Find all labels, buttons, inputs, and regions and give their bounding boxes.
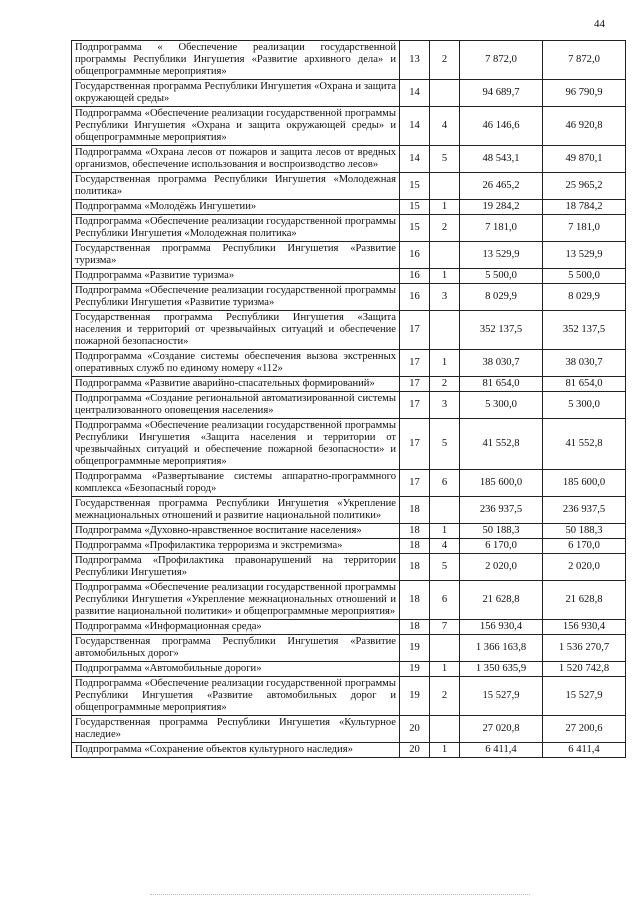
subprogram-code-cell: 3 xyxy=(430,284,460,311)
amount-year2-cell: 41 552,8 xyxy=(543,419,626,470)
amount-year1-cell: 1 350 635,9 xyxy=(460,662,543,677)
table-row xyxy=(72,581,626,620)
amount-year1-cell: 81 654,0 xyxy=(460,377,543,392)
table-row xyxy=(72,350,626,377)
subprogram-code-cell: 4 xyxy=(430,539,460,554)
amount-year2-cell: 185 600,0 xyxy=(543,470,626,497)
program-code-cell: 18 xyxy=(400,581,430,620)
table-row xyxy=(72,146,626,173)
amount-year2-cell: 8 029,9 xyxy=(543,284,626,311)
table-row xyxy=(72,662,626,677)
subprogram-code-cell: 1 xyxy=(430,524,460,539)
subprogram-code-cell: 1 xyxy=(430,350,460,377)
amount-year2-cell: 352 137,5 xyxy=(543,311,626,350)
program-name-cell: Государственная программа Республики Ингушетия «Молодежная политика» xyxy=(72,173,400,200)
subprogram-code-cell: 5 xyxy=(430,554,460,581)
subprogram-code-cell: 5 xyxy=(430,419,460,470)
program-code-cell: 19 xyxy=(400,635,430,662)
amount-year1-cell: 27 020,8 xyxy=(460,716,543,743)
program-code-cell: 18 xyxy=(400,554,430,581)
amount-year1-cell: 352 137,5 xyxy=(460,311,543,350)
amount-year1-cell: 156 930,4 xyxy=(460,620,543,635)
amount-year2-cell: 46 920,8 xyxy=(543,107,626,146)
subprogram-code-cell: 2 xyxy=(430,677,460,716)
amount-year2-cell: 6 411,4 xyxy=(543,743,626,758)
amount-year1-cell: 236 937,5 xyxy=(460,497,543,524)
program-name-cell: Государственная программа Республики Ингушетия «Развитие автомобильных дорог» xyxy=(72,635,400,662)
amount-year2-cell: 7 872,0 xyxy=(543,41,626,80)
amount-year2-cell: 5 300,0 xyxy=(543,392,626,419)
subprogram-code-cell xyxy=(430,242,460,269)
program-code-cell: 16 xyxy=(400,269,430,284)
amount-year2-cell: 38 030,7 xyxy=(543,350,626,377)
amount-year2-cell: 13 529,9 xyxy=(543,242,626,269)
amount-year1-cell: 41 552,8 xyxy=(460,419,543,470)
program-name-cell: Подпрограмма «Обеспечение реализации государственной программы Республики Ингушетия «Развитие автомобильных дорог и общепрограммные мероприятия» xyxy=(72,677,400,716)
program-name-cell: Государственная программа Республики Ингушетия «Развитие туризма» xyxy=(72,242,400,269)
table-row xyxy=(72,200,626,215)
amount-year2-cell: 1 536 270,7 xyxy=(543,635,626,662)
program-code-cell: 14 xyxy=(400,107,430,146)
amount-year2-cell: 96 790,9 xyxy=(543,80,626,107)
program-name-cell: Подпрограмма «Создание системы обеспечения вызова экстренных оперативных служб по единому номеру «112» xyxy=(72,350,400,377)
subprogram-code-cell: 6 xyxy=(430,470,460,497)
table-row xyxy=(72,377,626,392)
amount-year1-cell: 2 020,0 xyxy=(460,554,543,581)
program-code-cell: 16 xyxy=(400,284,430,311)
amount-year1-cell: 7 181,0 xyxy=(460,215,543,242)
program-name-cell: Подпрограмма «Охрана лесов от пожаров и защита лесов от вредных организмов, обеспечение использования и воспроизводство лесов» xyxy=(72,146,400,173)
program-code-cell: 18 xyxy=(400,620,430,635)
subprogram-code-cell: 5 xyxy=(430,146,460,173)
program-code-cell: 20 xyxy=(400,743,430,758)
program-name-cell: Подпрограмма «Профилактика терроризма и экстремизма» xyxy=(72,539,400,554)
table-row xyxy=(72,524,626,539)
amount-year2-cell: 236 937,5 xyxy=(543,497,626,524)
table-row xyxy=(72,620,626,635)
amount-year1-cell: 6 411,4 xyxy=(460,743,543,758)
program-name-cell: Подпрограмма «Обеспечение реализации государственной программы Республики Ингушетия «Молодежная политика» xyxy=(72,215,400,242)
amount-year1-cell: 50 188,3 xyxy=(460,524,543,539)
program-name-cell: Подпрограмма «Молодёжь Ингушетии» xyxy=(72,200,400,215)
table-row xyxy=(72,80,626,107)
amount-year2-cell: 15 527,9 xyxy=(543,677,626,716)
table-row xyxy=(72,677,626,716)
table-row xyxy=(72,419,626,470)
table-row xyxy=(72,635,626,662)
subprogram-code-cell xyxy=(430,635,460,662)
table-row xyxy=(72,41,626,80)
program-code-cell: 13 xyxy=(400,41,430,80)
subprogram-code-cell xyxy=(430,173,460,200)
subprogram-code-cell xyxy=(430,497,460,524)
table-row xyxy=(72,497,626,524)
subprogram-code-cell xyxy=(430,716,460,743)
program-name-cell: Подпрограмма «Сохранение объектов культурного наследия» xyxy=(72,743,400,758)
program-name-cell: Подпрограмма «Развертывание системы аппаратно-программного комплекса «Безопасный город» xyxy=(72,470,400,497)
program-name-cell: Подпрограмма «Автомобильные дороги» xyxy=(72,662,400,677)
table-row xyxy=(72,284,626,311)
amount-year1-cell: 21 628,8 xyxy=(460,581,543,620)
program-code-cell: 18 xyxy=(400,524,430,539)
amount-year1-cell: 7 872,0 xyxy=(460,41,543,80)
amount-year2-cell: 5 500,0 xyxy=(543,269,626,284)
table-row xyxy=(72,716,626,743)
subprogram-code-cell: 2 xyxy=(430,377,460,392)
table-row xyxy=(72,470,626,497)
table-row xyxy=(72,242,626,269)
amount-year2-cell: 21 628,8 xyxy=(543,581,626,620)
program-name-cell: Подпрограмма «Информационная среда» xyxy=(72,620,400,635)
amount-year1-cell: 8 029,9 xyxy=(460,284,543,311)
program-name-cell: Подпрограмма «Создание региональной автоматизированной системы централизованного оповещения населения» xyxy=(72,392,400,419)
amount-year2-cell: 7 181,0 xyxy=(543,215,626,242)
program-name-cell: Подпрограмма «Развитие аварийно-спасательных формирований» xyxy=(72,377,400,392)
program-name-cell: Подпрограмма «Обеспечение реализации государственной программы Республики Ингушетия «Охрана и защита окружающей среды» и общепрограммные мероприятия» xyxy=(72,107,400,146)
subprogram-code-cell: 1 xyxy=(430,743,460,758)
subprogram-code-cell: 7 xyxy=(430,620,460,635)
program-code-cell: 15 xyxy=(400,215,430,242)
subprogram-code-cell: 1 xyxy=(430,662,460,677)
table-row xyxy=(72,554,626,581)
program-code-cell: 17 xyxy=(400,470,430,497)
amount-year1-cell: 185 600,0 xyxy=(460,470,543,497)
table-row xyxy=(72,215,626,242)
program-name-cell: Подпрограмма «Обеспечение реализации государственной программы Республики Ингушетия «Развитие туризма» xyxy=(72,284,400,311)
program-code-cell: 15 xyxy=(400,173,430,200)
budget-table-body xyxy=(72,41,626,758)
program-code-cell: 19 xyxy=(400,662,430,677)
program-code-cell: 14 xyxy=(400,146,430,173)
program-name-cell: Государственная программа Республики Ингушетия «Укрепление межнациональных отношений и развитие национальной политики» xyxy=(72,497,400,524)
page-number: 44 xyxy=(594,18,605,30)
table-row xyxy=(72,539,626,554)
amount-year2-cell: 50 188,3 xyxy=(543,524,626,539)
amount-year2-cell: 18 784,2 xyxy=(543,200,626,215)
amount-year2-cell: 156 930,4 xyxy=(543,620,626,635)
table-row xyxy=(72,743,626,758)
program-name-cell: Подпрограмма «Духовно-нравственное воспитание населения» xyxy=(72,524,400,539)
subprogram-code-cell: 1 xyxy=(430,269,460,284)
program-name-cell: Подпрограмма «Обеспечение реализации государственной программы Республики Ингушетия «Укрепление межнациональных отношений и развитие национальной политики» и общепрограммные мероприятия» xyxy=(72,581,400,620)
program-code-cell: 17 xyxy=(400,419,430,470)
program-code-cell: 17 xyxy=(400,377,430,392)
amount-year1-cell: 15 527,9 xyxy=(460,677,543,716)
program-name-cell: Государственная программа Республики Ингушетия «Культурное наследие» xyxy=(72,716,400,743)
scan-artifact xyxy=(150,894,530,896)
program-code-cell: 15 xyxy=(400,200,430,215)
amount-year2-cell: 2 020,0 xyxy=(543,554,626,581)
amount-year2-cell: 6 170,0 xyxy=(543,539,626,554)
table-row xyxy=(72,392,626,419)
amount-year1-cell: 46 146,6 xyxy=(460,107,543,146)
amount-year1-cell: 5 300,0 xyxy=(460,392,543,419)
amount-year1-cell: 6 170,0 xyxy=(460,539,543,554)
program-code-cell: 17 xyxy=(400,392,430,419)
amount-year2-cell: 49 870,1 xyxy=(543,146,626,173)
program-name-cell: Государственная программа Республики Ингушетия «Охрана и защита окружающей среды» xyxy=(72,80,400,107)
subprogram-code-cell: 6 xyxy=(430,581,460,620)
table-row xyxy=(72,311,626,350)
amount-year1-cell: 26 465,2 xyxy=(460,173,543,200)
subprogram-code-cell: 1 xyxy=(430,200,460,215)
table-row xyxy=(72,173,626,200)
program-name-cell: Подпрограмма «Развитие туризма» xyxy=(72,269,400,284)
subprogram-code-cell: 3 xyxy=(430,392,460,419)
program-name-cell: Подпрограмма « Обеспечение реализации государственной программы Республики Ингушетия «Развитие архивного дела» и общепрограммные мероприятия» xyxy=(72,41,400,80)
program-name-cell: Государственная программа Республики Ингушетия «Защита населения и территорий от чрезвычайных ситуаций и обеспечение пожарной безопасности» xyxy=(72,311,400,350)
amount-year1-cell: 48 543,1 xyxy=(460,146,543,173)
amount-year1-cell: 19 284,2 xyxy=(460,200,543,215)
table-row xyxy=(72,107,626,146)
program-code-cell: 20 xyxy=(400,716,430,743)
budget-table xyxy=(71,40,626,758)
subprogram-code-cell: 2 xyxy=(430,41,460,80)
amount-year2-cell: 1 520 742,8 xyxy=(543,662,626,677)
table-row xyxy=(72,269,626,284)
amount-year2-cell: 81 654,0 xyxy=(543,377,626,392)
program-code-cell: 17 xyxy=(400,311,430,350)
program-code-cell: 14 xyxy=(400,80,430,107)
program-code-cell: 17 xyxy=(400,350,430,377)
program-code-cell: 19 xyxy=(400,677,430,716)
program-code-cell: 16 xyxy=(400,242,430,269)
amount-year1-cell: 13 529,9 xyxy=(460,242,543,269)
amount-year2-cell: 25 965,2 xyxy=(543,173,626,200)
amount-year1-cell: 1 366 163,8 xyxy=(460,635,543,662)
amount-year1-cell: 5 500,0 xyxy=(460,269,543,284)
program-name-cell: Подпрограмма «Обеспечение реализации государственной программы Республики Ингушетия «Защита населения и территории от чрезвычайных ситуаций и обеспечение пожарной безопасности» и общепрограммные мероприятия» xyxy=(72,419,400,470)
subprogram-code-cell: 2 xyxy=(430,215,460,242)
program-code-cell: 18 xyxy=(400,497,430,524)
subprogram-code-cell xyxy=(430,311,460,350)
subprogram-code-cell: 4 xyxy=(430,107,460,146)
program-code-cell: 18 xyxy=(400,539,430,554)
subprogram-code-cell xyxy=(430,80,460,107)
amount-year1-cell: 94 689,7 xyxy=(460,80,543,107)
program-name-cell: Подпрограмма «Профилактика правонарушений на территории Республики Ингушетия» xyxy=(72,554,400,581)
amount-year1-cell: 38 030,7 xyxy=(460,350,543,377)
amount-year2-cell: 27 200,6 xyxy=(543,716,626,743)
